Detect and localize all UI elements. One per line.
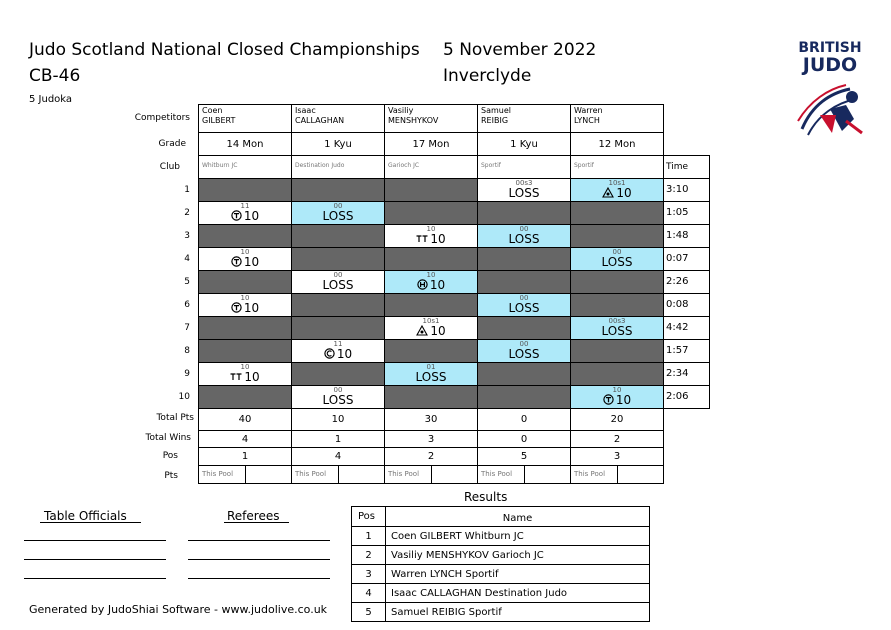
match-cell: [477, 178, 571, 202]
result-pos: 1: [351, 526, 386, 546]
pool-pts-blank: [431, 465, 478, 484]
match-result: [199, 256, 291, 270]
match-time: 2:06: [663, 385, 710, 409]
match-cell: [570, 385, 664, 409]
match-cell: [291, 362, 385, 386]
match-cell: [384, 224, 478, 248]
label-competitors: Competitors: [134, 113, 190, 123]
match-score: 00: [519, 340, 529, 348]
competitor-grade: 14 Mon: [198, 132, 292, 156]
result-name: Samuel REIBIG Sportif: [385, 602, 650, 622]
match-cell: [570, 316, 664, 340]
match-cell: [384, 178, 478, 202]
match-score: 00: [333, 202, 343, 210]
match-result: [385, 233, 477, 247]
competitor-club: Sportif: [570, 155, 664, 179]
t-circle-icon: [231, 256, 242, 270]
logo-line1: BRITISH: [798, 40, 862, 56]
competitor-name-1: [198, 104, 292, 133]
logo-line2: JUDO: [802, 54, 858, 76]
warning-icon: [416, 325, 428, 339]
win-score: 10: [243, 209, 260, 223]
match-cell: [570, 339, 664, 363]
label-total-wins: Total Wins: [145, 433, 191, 443]
loss-label: LOSS: [508, 232, 540, 246]
pos-cell: 4: [291, 447, 385, 466]
loss-label: LOSS: [322, 393, 354, 407]
total-wins-cell: 3: [384, 430, 478, 448]
match-time: 2:26: [663, 270, 710, 294]
win-score: 10: [616, 186, 632, 200]
result-name: Isaac CALLAGHAN Destination Judo: [385, 583, 650, 603]
match-cell: [477, 293, 571, 317]
match-score: 10: [426, 225, 436, 233]
match-cell: [477, 316, 571, 340]
competitor-club: Destination Judo: [291, 155, 385, 179]
competitor-last-name: REIBIG: [481, 116, 509, 125]
official-line-3: [24, 578, 166, 579]
match-time: 1:57: [663, 339, 710, 363]
total-pts-cell: 30: [384, 408, 478, 431]
loss-label: LOSS: [508, 186, 540, 200]
match-cell: [384, 201, 478, 225]
t-circle-icon: [231, 210, 242, 224]
win-score: 10: [243, 255, 260, 269]
result-pos: 2: [351, 545, 386, 565]
match-time: 1:48: [663, 224, 710, 248]
pos-cell: 1: [198, 447, 292, 466]
result-pos: 5: [351, 602, 386, 622]
match-score: 00: [519, 225, 529, 233]
win-score: 10: [430, 232, 446, 246]
match-score: 10: [240, 248, 250, 256]
loss-label: LOSS: [601, 255, 633, 269]
match-score: 10: [426, 271, 436, 279]
match-cell: [570, 224, 664, 248]
match-cell: [198, 385, 292, 409]
referees-underline: [224, 522, 289, 523]
referee-line-2: [188, 559, 330, 560]
match-number: 4: [184, 254, 190, 264]
label-pts: Pts: [164, 471, 178, 481]
competitor-club: Sportif: [477, 155, 571, 179]
match-score: 11: [240, 202, 250, 210]
match-cell: [291, 270, 385, 294]
match-score: 00s3: [608, 317, 626, 325]
match-score: 00: [333, 386, 343, 394]
win-score: 10: [336, 347, 353, 361]
competitor-grade: 12 Mon: [570, 132, 664, 156]
warning-icon: [602, 187, 614, 201]
judoka-count: 5 Judoka: [29, 94, 73, 105]
competitor-grade: 17 Mon: [384, 132, 478, 156]
time-header: Time: [663, 155, 710, 179]
match-number: 8: [184, 346, 190, 356]
label-pos: Pos: [162, 451, 178, 461]
match-number: 10: [178, 392, 190, 402]
competitor-grade: 1 Kyu: [291, 132, 385, 156]
competitor-name-3: [384, 104, 478, 133]
match-result: [385, 371, 477, 384]
match-cell: [198, 224, 292, 248]
match-result: [571, 394, 663, 408]
match-score: 01: [426, 363, 436, 371]
match-cell: [384, 362, 478, 386]
match-cell: [477, 247, 571, 271]
judoka-figure-icon: [790, 75, 870, 141]
official-line-2: [24, 559, 166, 560]
footer-credit: Generated by JudoShiai Software - www.judolive.co.uk: [29, 603, 328, 616]
match-cell: [198, 293, 292, 317]
venue: Inverclyde: [443, 66, 532, 86]
competitor-last-name: GILBERT: [202, 116, 236, 125]
match-result: [478, 233, 570, 246]
pool-pts-cell: This Pool: [477, 465, 525, 484]
competitor-grade: 1 Kyu: [477, 132, 571, 156]
match-cell: [384, 293, 478, 317]
match-cell: [198, 339, 292, 363]
event-title: Judo Scotland National Closed Championships: [29, 40, 420, 60]
match-cell: [384, 385, 478, 409]
match-time: 0:07: [663, 247, 710, 271]
result-name: Vasiliy MENSHYKOV Garioch JC: [385, 545, 650, 565]
match-cell: [570, 201, 664, 225]
competitor-first-name: Warren: [574, 106, 603, 115]
total-wins-cell: 0: [477, 430, 571, 448]
table-officials-title: Table Officials: [44, 509, 127, 523]
pool-pts-cell: This Pool: [291, 465, 339, 484]
loss-label: LOSS: [322, 209, 354, 223]
competitor-name-2: [291, 104, 385, 133]
match-cell: [198, 247, 292, 271]
h-circle-icon: [417, 279, 428, 293]
results-name-header: Name: [385, 506, 650, 527]
match-cell: [198, 201, 292, 225]
match-time: 3:10: [663, 178, 710, 202]
match-cell: [570, 247, 664, 271]
match-cell: [291, 247, 385, 271]
match-cell: [384, 316, 478, 340]
match-cell: [477, 201, 571, 225]
match-score: 10: [612, 386, 622, 394]
match-result: [385, 279, 477, 293]
pool-pts-cell: This Pool: [198, 465, 246, 484]
result-pos: 4: [351, 583, 386, 603]
total-wins-cell: 2: [570, 430, 664, 448]
match-cell: [291, 178, 385, 202]
match-cell: [477, 339, 571, 363]
match-result: [292, 279, 384, 292]
match-cell: [477, 224, 571, 248]
match-result: [292, 394, 384, 407]
match-result: [199, 210, 291, 224]
match-cell: [198, 362, 292, 386]
match-number: 7: [184, 323, 190, 333]
match-cell: [291, 293, 385, 317]
category: CB-46: [29, 66, 81, 86]
match-number: 6: [184, 300, 190, 310]
match-result: [385, 325, 477, 339]
match-result: [571, 256, 663, 269]
match-cell: [384, 247, 478, 271]
match-cell: [477, 270, 571, 294]
match-cell: [570, 362, 664, 386]
match-score: 00: [612, 248, 622, 256]
pos-cell: 5: [477, 447, 571, 466]
total-wins-cell: 4: [198, 430, 292, 448]
t-circle-icon: [603, 394, 614, 408]
result-name: Warren LYNCH Sportif: [385, 564, 650, 584]
match-score: 10: [240, 363, 250, 371]
total-pts-cell: 10: [291, 408, 385, 431]
results-title: Results: [464, 490, 508, 504]
match-cell: [291, 201, 385, 225]
match-result: [292, 348, 384, 362]
match-time: 4:42: [663, 316, 710, 340]
match-result: [478, 302, 570, 315]
match-result: [199, 371, 291, 385]
competitor-first-name: Vasiliy: [388, 106, 414, 115]
official-line-1: [24, 540, 166, 541]
referees-title: Referees: [227, 509, 280, 523]
total-pts-cell: 40: [198, 408, 292, 431]
pos-cell: 3: [570, 447, 664, 466]
match-time: 2:34: [663, 362, 710, 386]
c-circle-icon: [324, 348, 335, 362]
pool-pts-blank: [617, 465, 664, 484]
competitor-first-name: Coen: [202, 106, 223, 115]
match-score: 00s3: [515, 179, 533, 187]
result-pos: 3: [351, 564, 386, 584]
match-score: 11: [333, 340, 343, 348]
match-cell: [291, 385, 385, 409]
pool-pts-cell: This Pool: [570, 465, 618, 484]
competitor-first-name: Isaac: [295, 106, 316, 115]
competitor-first-name: Samuel: [481, 106, 511, 115]
match-cell: [570, 293, 664, 317]
competitor-name-5: [570, 104, 664, 133]
pool-pts-blank: [245, 465, 292, 484]
loss-label: LOSS: [601, 324, 633, 338]
competitor-club: Garioch JC: [384, 155, 478, 179]
match-cell: [198, 178, 292, 202]
match-cell: [570, 178, 664, 202]
win-score: 10: [244, 370, 260, 384]
match-number: 3: [184, 231, 190, 241]
match-result: [478, 348, 570, 361]
event-date: 5 November 2022: [443, 40, 597, 60]
referee-line-3: [188, 578, 330, 579]
pool-pts-cell: This Pool: [384, 465, 432, 484]
win-score: 10: [429, 278, 446, 292]
referee-line-1: [188, 540, 330, 541]
loss-label: LOSS: [508, 301, 540, 315]
tt-icon: [416, 233, 428, 247]
total-pts-cell: 20: [570, 408, 664, 431]
match-cell: [198, 270, 292, 294]
match-number: 5: [184, 277, 190, 287]
t-circle-icon: [231, 302, 242, 316]
match-cell: [570, 270, 664, 294]
pos-cell: 2: [384, 447, 478, 466]
match-result: [292, 210, 384, 223]
label-club: Club: [159, 162, 180, 172]
pool-pts-blank: [524, 465, 571, 484]
label-total-pts: Total Pts: [156, 413, 194, 423]
results-pos-header: Pos: [351, 506, 386, 527]
match-score: 00: [519, 294, 529, 302]
win-score: 10: [430, 324, 446, 338]
match-cell: [198, 316, 292, 340]
match-time: 1:05: [663, 201, 710, 225]
match-score: 10s1: [608, 179, 626, 187]
win-score: 10: [243, 301, 260, 315]
competitor-name-4: [477, 104, 571, 133]
match-cell: [384, 339, 478, 363]
british-judo-logo: [790, 40, 870, 145]
match-cell: [384, 270, 478, 294]
match-cell: [477, 385, 571, 409]
win-score: 10: [615, 393, 632, 407]
loss-label: LOSS: [415, 370, 447, 384]
match-score: 00: [333, 271, 343, 279]
loss-label: LOSS: [508, 347, 540, 361]
competitor-last-name: LYNCH: [574, 116, 600, 125]
match-result: [571, 325, 663, 338]
result-name: Coen GILBERT Whitburn JC: [385, 526, 650, 546]
match-cell: [291, 224, 385, 248]
competitor-club: Whitburn JC: [198, 155, 292, 179]
competitor-last-name: CALLAGHAN: [295, 116, 345, 125]
tt-icon: [230, 371, 242, 385]
total-pts-cell: 0: [477, 408, 571, 431]
total-wins-cell: 1: [291, 430, 385, 448]
table-officials-underline: [40, 522, 141, 523]
pool-pts-blank: [338, 465, 385, 484]
match-result: [199, 302, 291, 316]
match-number: 2: [184, 208, 190, 218]
match-result: [571, 187, 663, 201]
match-number: 1: [184, 185, 190, 195]
label-grade: Grade: [158, 139, 186, 149]
match-time: 0:08: [663, 293, 710, 317]
match-score: 10s1: [422, 317, 440, 325]
match-score: 10: [240, 294, 250, 302]
loss-label: LOSS: [322, 278, 354, 292]
match-result: [478, 187, 570, 200]
match-cell: [291, 339, 385, 363]
match-cell: [291, 316, 385, 340]
match-cell: [477, 362, 571, 386]
competitor-last-name: MENSHYKOV: [388, 116, 439, 125]
match-number: 9: [184, 369, 190, 379]
